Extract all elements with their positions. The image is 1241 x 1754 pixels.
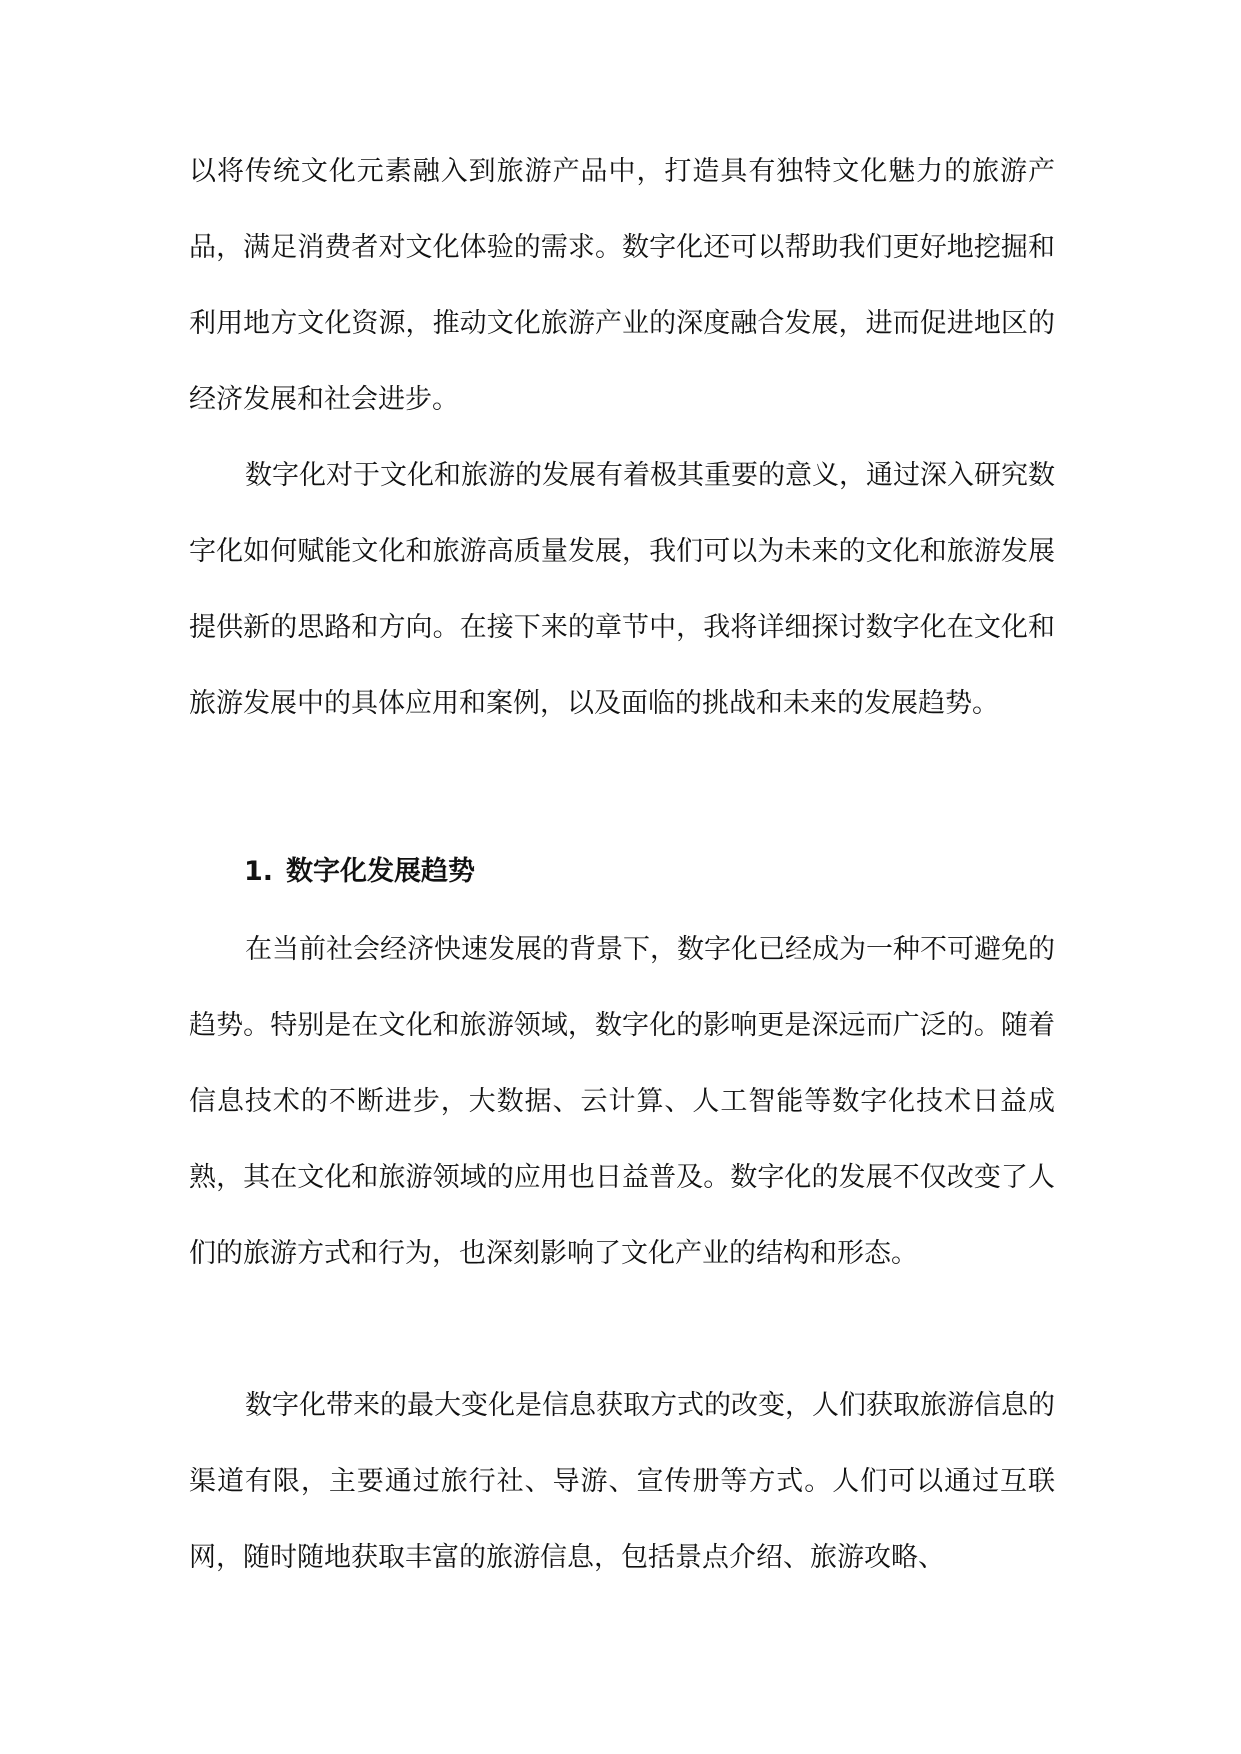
paragraph-culture-products: 以将传统文化元素融入到旅游产品中，打造具有独特文化魅力的旅游产品，满足消费者对文化体验的需求。数字化还可以帮助我们更好地挖掘和利用地方文化资源，推动文化旅游产业的深度融合发展，进而促进地区的经济发展和社会进步。 (189, 156, 1055, 415)
section-title: 数字化发展趋势 (286, 856, 475, 887)
paragraph-digital-significance: 数字化对于文化和旅游的发展有着极其重要的意义，通过深入研究数字化如何赋能文化和旅游高质量发展，我们可以为未来的文化和旅游发展提供新的思路和方向。在接下来的章节中，我将详细探讨数字化在文化和旅游发展中的具体应用和案例，以及面临的挑战和未来的发展趋势。 (189, 460, 1055, 719)
section-number: 1. (244, 856, 274, 887)
paragraph-digital-trend: 在当前社会经济快速发展的背景下，数字化已经成为一种不可避免的趋势。特别是在文化和旅游领域，数字化的影响更是深远而广泛的。随着信息技术的不断进步，大数据、云计算、人工智能等数字化技术日益成熟，其在文化和旅游领域的应用也日益普及。数字化的发展不仅改变了人们的旅游方式和行为，也深刻影响了文化产业的结构和形态。 (189, 934, 1055, 1269)
paragraph-information-access: 数字化带来的最大变化是信息获取方式的改变，人们获取旅游信息的渠道有限，主要通过旅行社、导游、宣传册等方式。人们可以通过互联网，随时随地获取丰富的旅游信息，包括景点介绍、旅游攻略、 (189, 1390, 1055, 1573)
section-heading (244, 852, 475, 892)
